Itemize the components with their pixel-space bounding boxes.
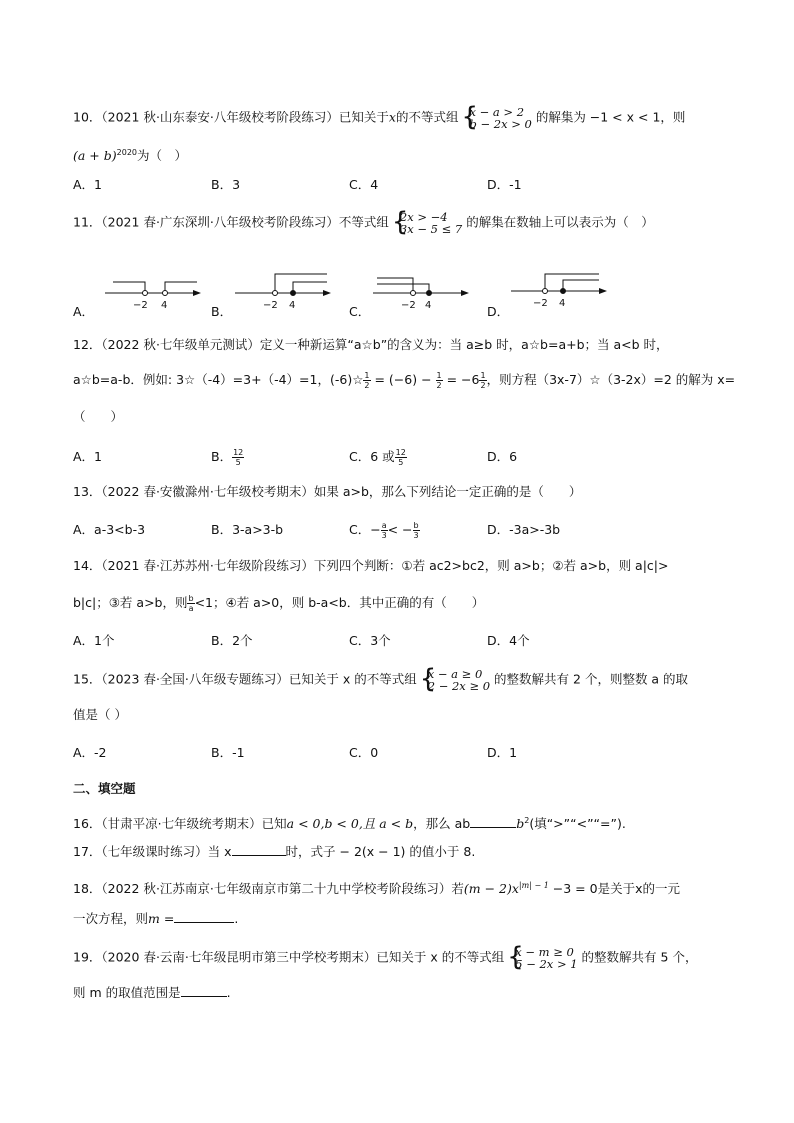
question-15-options — [73, 744, 733, 762]
fraction: $\frac{12}{5}$ — [233, 448, 244, 467]
question-19-line2: 则 m 的取值范围是 . — [73, 985, 231, 1000]
question-10-options — [73, 176, 733, 194]
fraction: $\frac{1}{2}$ — [480, 371, 486, 390]
option-d[interactable]: D．1 — [487, 745, 518, 760]
option-d[interactable]: D．6 — [487, 449, 518, 464]
inequality-system: { x − a > 2 b − 2x > 0 — [462, 106, 531, 130]
section-heading: 二、填空题 — [73, 781, 136, 796]
fraction: $\frac{12}{5}$ — [395, 448, 406, 467]
option-c[interactable]: C．− $\frac{a}{3}$ < − $\frac{b}{3}$ — [349, 521, 419, 540]
option-a[interactable]: A．1个 — [73, 633, 115, 648]
question-11: 11．（2021 春·广东深圳·八年级校考阶段练习）不等式组 { 2x > −4 3x − 5 ≤ 7 的解集在数轴上可以表示为（ ） — [73, 211, 654, 235]
option-c-numberline[interactable]: C． −2 4 — [349, 270, 479, 320]
number-line-b — [211, 270, 341, 320]
question-14-options — [73, 632, 733, 650]
question-12-line3: （ ） — [73, 409, 124, 424]
option-c[interactable]: C．3个 — [349, 633, 391, 648]
svg-text:4: 4 — [425, 300, 432, 311]
fraction: $\frac{b}{3}$ — [413, 521, 419, 540]
question-10-line2: $(a + b)^{2020}$为（ ） — [73, 148, 188, 164]
question-12-line2: a☆b=a-b．例如: 3☆（-4）=3+（-4）=1，(-6)☆ $\frac{1}{2}$ = (−6) − $\frac{1}{2}$ = −6 $\frac{1}{2}$ ，则方程（3x-7）☆（3-2x）=2 的解为 x= — [73, 371, 736, 390]
option-c[interactable]: C．4 — [349, 177, 379, 192]
option-a-numberline[interactable]: A． −2 4 — [73, 270, 203, 320]
question-12: 12．（2022 秋·七年级单元测试）定义一种新运算“a☆b”的含义为：当 a≥b 时，a☆b=a+b；当 a<b 时， — [73, 337, 669, 352]
question-13-options — [73, 521, 733, 539]
option-a[interactable]: A．1 — [73, 449, 103, 464]
number-line-c — [349, 270, 479, 320]
question-13: 13．（2022 春·安徽滁州·七年级校考期末）如果 a>b，那么下列结论一定正确的是（ ） — [73, 484, 582, 499]
inequality-system: { x − a ≥ 0 2 − 2x ≥ 0 — [421, 668, 490, 692]
svg-text:−2: −2 — [263, 300, 278, 311]
option-a[interactable]: A．-2 — [73, 745, 107, 760]
option-d[interactable]: D．4个 — [487, 633, 530, 648]
option-b[interactable]: B．2个 — [211, 633, 253, 648]
answer-blank[interactable] — [470, 815, 516, 828]
inequality-system: { x − m ≥ 0 5 − 2x > 1 — [508, 946, 577, 970]
option-b-numberline[interactable]: B． −2 4 — [211, 270, 341, 320]
question-10: 10．（2021 秋·山东泰安·八年级校考阶段练习）已知关于x的不等式组 { x − a > 2 b − 2x > 0 的解集为 −1 < x < 1，则 — [73, 106, 685, 130]
svg-text:−2: −2 — [133, 300, 148, 311]
svg-text:−2: −2 — [401, 300, 416, 311]
option-b[interactable]: B．-1 — [211, 745, 245, 760]
option-c[interactable]: C．0 — [349, 745, 379, 760]
question-16: 16．（甘肃平凉·七年级统考期末）已知a < 0,b < 0,且 a < b，那么 ab $b^2$(填“>”“<”“=”). — [73, 816, 626, 832]
fraction: $\frac{a}{3}$ — [381, 521, 387, 540]
answer-blank[interactable] — [232, 843, 286, 856]
number-line-a — [73, 270, 203, 320]
inequality-system: { 2x > −4 3x − 5 ≤ 7 — [393, 211, 462, 235]
option-d[interactable]: D．-3a>-3b — [487, 522, 561, 537]
option-d[interactable]: D．-1 — [487, 177, 522, 192]
svg-text:4: 4 — [559, 298, 566, 309]
svg-text:4: 4 — [289, 300, 296, 311]
question-17: 17．（七年级课时练习）当 x 时，式子 − 2(x − 1) 的值小于 8. — [73, 844, 476, 859]
option-b[interactable]: B．3 — [211, 177, 241, 192]
fraction: $\frac{b}{a}$ — [188, 594, 194, 613]
question-19: 19．（2020 春·云南·七年级昆明市第三中学校考期末）已知关于 x 的不等式组 { x − m ≥ 0 5 − 2x > 1 的整数解共有 5 个， — [73, 946, 697, 970]
answer-blank[interactable] — [181, 984, 227, 997]
question-12-options — [73, 448, 733, 466]
option-b[interactable]: B．3-a>3-b — [211, 522, 284, 537]
question-15-line2: 值是（ ） — [73, 707, 127, 722]
question-14: 14．（2021 春·江苏苏州·七年级阶段练习）下列四个判断：①若 ac2>bc2，则 a>b；②若 a>b，则 a|c|> — [73, 558, 669, 573]
question-14-line2: b|c|；③若 a>b，则 $\frac{b}{a}$ <1；④若 a>0，则 b-a<b．其中正确的有（ ） — [73, 594, 485, 613]
fraction: $\frac{1}{2}$ — [364, 371, 370, 390]
option-a[interactable]: A．a-3<b-3 — [73, 522, 146, 537]
number-line-d — [487, 270, 617, 320]
question-18: 18．（2022 秋·江苏南京·七年级南京市第二十九中学校考阶段练习）若$(m - 2)x^{|m| - 1} -3 = 0$是关于x的一元 — [73, 881, 680, 897]
option-b[interactable]: B． $\frac{12}{5}$ — [211, 448, 244, 467]
option-a[interactable]: A．1 — [73, 177, 103, 192]
question-15: 15．（2023 春·全国·八年级专题练习）已知关于 x 的不等式组 { x − a ≥ 0 2 − 2x ≥ 0 的整数解共有 2 个，则整数 a 的取 — [73, 668, 688, 692]
fraction: $\frac{1}{2}$ — [436, 371, 442, 390]
question-18-line2: 一次方程，则m = . — [73, 911, 239, 926]
svg-text:−2: −2 — [533, 298, 548, 309]
answer-blank[interactable] — [174, 910, 234, 923]
option-d-numberline[interactable]: D． −2 4 — [487, 270, 617, 320]
svg-text:4: 4 — [161, 300, 168, 311]
option-c[interactable]: C．6 或 $\frac{12}{5}$ — [349, 448, 406, 467]
